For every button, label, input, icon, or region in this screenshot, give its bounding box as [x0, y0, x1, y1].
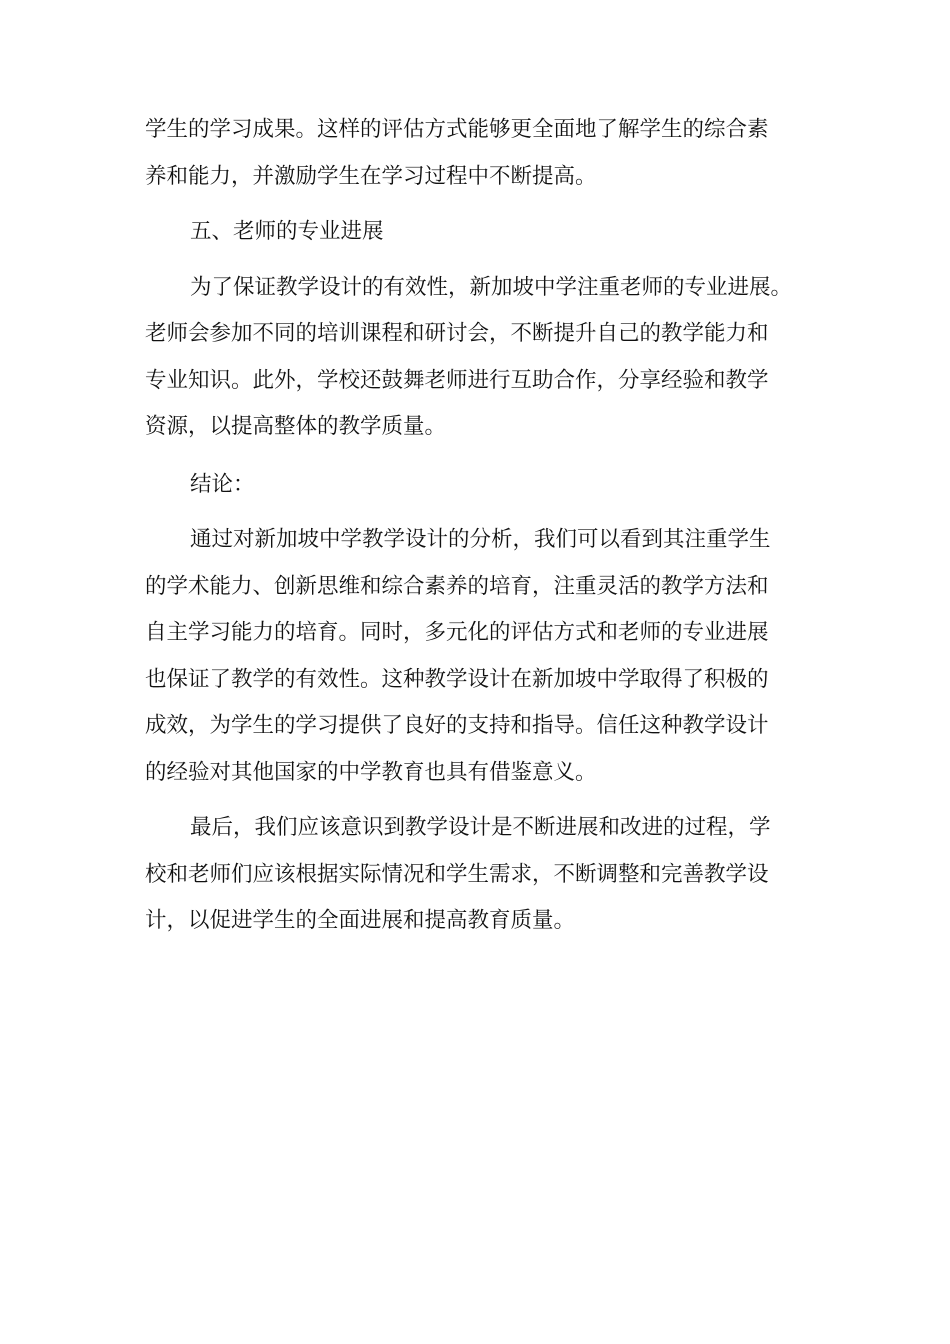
- paragraph-professional-development: [145, 265, 810, 451]
- text-line: 成效，为学生的学习提供了良好的支持和指导。信任这种教学设计: [145, 713, 769, 738]
- text-line: 养和能力，并激励学生在学习过程中不断提高。: [145, 163, 597, 189]
- paragraph-gap: [145, 451, 810, 462]
- text-line: 专业知识。此外，学校还鼓舞老师进行互助合作，分享经验和教学: [145, 367, 769, 393]
- conclusion-heading: [145, 462, 810, 509]
- text-line: 的经验对其他国家的中学教育也具有借鉴意义。: [145, 759, 597, 785]
- paragraph-conclusion: [145, 517, 810, 796]
- paragraph-continued: [145, 107, 810, 200]
- section-heading: [145, 209, 810, 256]
- text-line: 最后，我们应该意识到教学设计是不断进展和改进的过程，学: [190, 815, 771, 840]
- text-line: 学生的学习成果。这样的评估方式能够更全面地了解学生的综合素: [145, 117, 769, 142]
- text-line: 老师会参加不同的培训课程和研讨会，不断提升自己的教学能力和: [145, 321, 769, 346]
- text-line: 也保证了教学的有效性。这种教学设计在新加坡中学取得了积极的: [145, 666, 769, 692]
- paragraph-gap: [145, 796, 810, 805]
- text-line: 通过对新加坡中学教学设计的分析，我们可以看到其注重学生: [190, 527, 771, 552]
- text-line: 计，以促进学生的全面进展和提高教育质量。: [145, 908, 576, 933]
- document-body: [145, 107, 810, 945]
- section-heading-text: 五、老师的专业进展: [190, 219, 384, 244]
- text-line: 资源，以提高整体的教学质量。: [145, 414, 447, 439]
- paragraph-final: [145, 805, 810, 945]
- paragraph-gap: [145, 200, 810, 209]
- paragraph-gap: [145, 256, 810, 265]
- paragraph-gap: [145, 508, 810, 517]
- text-line: 校和老师们应该根据实际情况和学生需求，不断调整和完善教学设: [145, 861, 769, 887]
- text-line: 为了保证教学设计的有效性，新加坡中学注重老师的专业进展。: [190, 274, 793, 300]
- conclusion-heading-text: 结论：: [190, 471, 255, 497]
- text-line: 的学术能力、创新思维和综合素养的培育，注重灵活的教学方法和: [145, 573, 769, 599]
- text-line: 自主学习能力的培育。同时，多元化的评估方式和老师的专业进展: [145, 620, 769, 645]
